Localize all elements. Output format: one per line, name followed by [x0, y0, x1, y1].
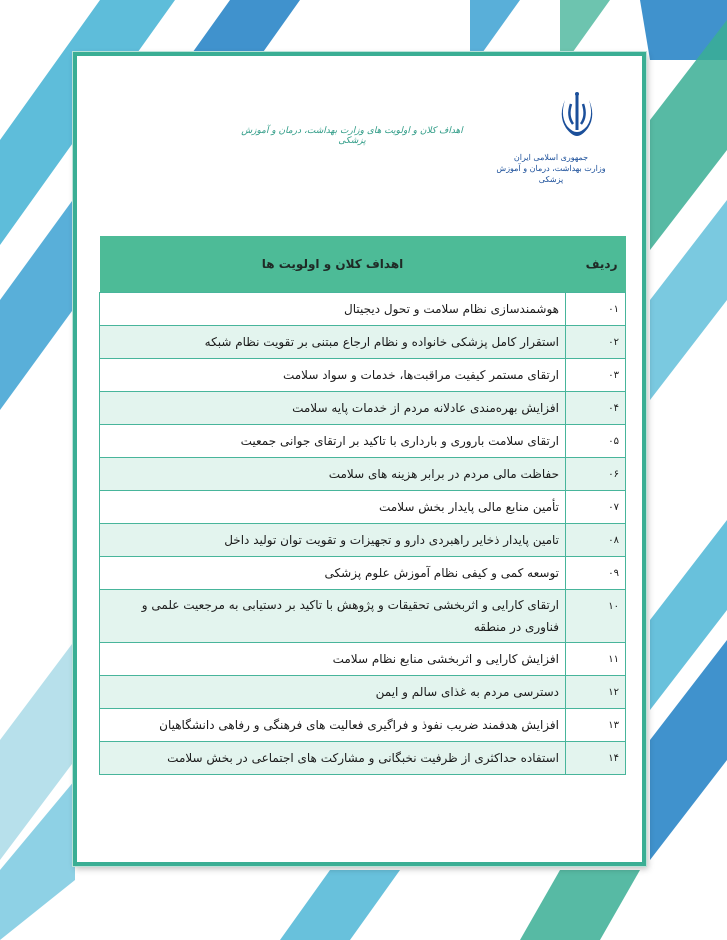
goal-text: استفاده حداکثری از ظرفیت نخبگانی و مشارکت های اجتماعی در بخش سلامت	[100, 742, 566, 775]
header-caption: اهداف کلان و اولویت های وزارت بهداشت، درمان و آموزش پزشکی	[241, 126, 463, 146]
table-row	[100, 293, 626, 326]
table-row	[100, 491, 626, 524]
goal-text: ارتقای مستمر کیفیت مراقبت‌ها، خدمات و سواد سلامت	[100, 359, 566, 392]
ministry-logo-text	[496, 152, 606, 185]
goals-table	[99, 236, 626, 775]
table-row	[100, 458, 626, 491]
row-number: ۱۰	[566, 590, 626, 643]
goal-text: هوشمندسازی نظام سلامت و تحول دیجیتال	[100, 293, 566, 326]
row-number: ۰۳	[566, 359, 626, 392]
goal-text: توسعه کمی و کیفی نظام آموزش علوم پزشکی	[100, 557, 566, 590]
table-row	[100, 359, 626, 392]
row-number: ۰۸	[566, 524, 626, 557]
goal-text: ارتقای کارایی و اثربخشی تحقیقات و پژوهش با تاکید بر دستیابی به مرجعیت علمی و فناوری در منطقه	[100, 590, 566, 643]
goal-text: دسترسی مردم به غذای سالم و ایمن	[100, 676, 566, 709]
goal-text: استقرار کامل پزشکی خانواده و نظام ارجاع مبتنی بر تقویت نظام شبکه	[100, 326, 566, 359]
column-header-goals: اهداف کلان و اولویت ها	[261, 257, 404, 271]
row-number: ۱۳	[566, 709, 626, 742]
table-header-row	[100, 236, 626, 293]
row-number: ۰۴	[566, 392, 626, 425]
ministry-label: وزارت بهداشت، درمان و آموزش پزشکی	[496, 164, 606, 184]
goal-text: افزایش بهره‌مندی عادلانه مردم از خدمات پایه سلامت	[100, 392, 566, 425]
goal-text: تامین پایدار ذخایر راهبردی دارو و تجهیزات و تقویت توان تولید داخل	[100, 524, 566, 557]
row-number: ۰۱	[566, 293, 626, 326]
table-row	[100, 590, 626, 643]
table-row	[100, 676, 626, 709]
goal-text: افزایش هدفمند ضریب نفوذ و فراگیری فعالیت های فرهنگی و رفاهی دانشگاهیان	[100, 709, 566, 742]
column-header-row-number: ردیف	[585, 257, 618, 271]
republic-label: جمهوری اسلامی ایران	[513, 153, 589, 162]
row-number: ۱۲	[566, 676, 626, 709]
row-number: ۰۶	[566, 458, 626, 491]
iran-emblem-icon	[554, 90, 600, 144]
goal-text: ارتقای سلامت باروری و بارداری با تاکید بر ارتقای جوانی جمعیت	[100, 425, 566, 458]
row-number: ۰۷	[566, 491, 626, 524]
row-number: ۰۲	[566, 326, 626, 359]
table-row	[100, 643, 626, 676]
table-row	[100, 425, 626, 458]
table-row	[100, 524, 626, 557]
table-row	[100, 392, 626, 425]
document-page	[73, 52, 646, 866]
row-number: ۱۴	[566, 742, 626, 775]
goal-text: افزایش کارایی و اثربخشی منابع نظام سلامت	[100, 643, 566, 676]
table-row	[100, 742, 626, 775]
row-number: ۰۹	[566, 557, 626, 590]
row-number: ۰۵	[566, 425, 626, 458]
goal-text: حفاظت مالی مردم در برابر هزینه های سلامت	[100, 458, 566, 491]
row-number: ۱۱	[566, 643, 626, 676]
table-row	[100, 557, 626, 590]
goal-text: تأمین منابع مالی پایدار بخش سلامت	[100, 491, 566, 524]
table-row	[100, 326, 626, 359]
table-row	[100, 709, 626, 742]
